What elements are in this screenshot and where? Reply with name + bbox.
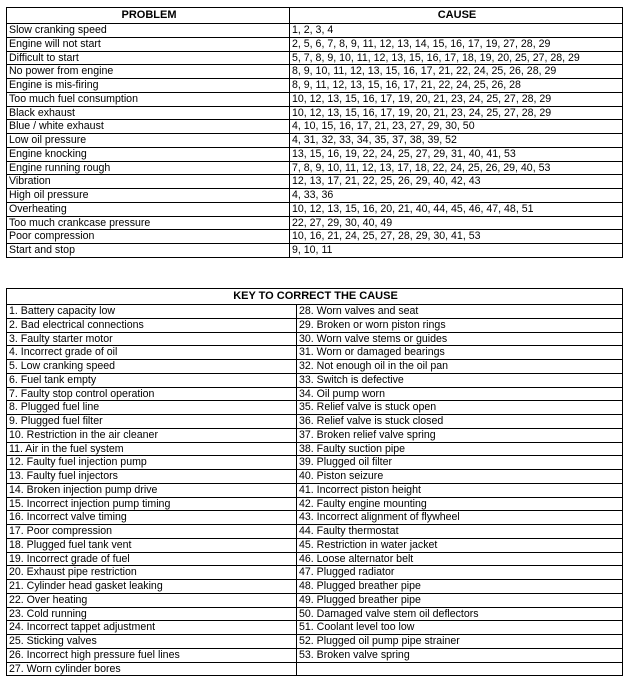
problem-cell: Blue / white exhaust xyxy=(7,120,290,134)
table-row xyxy=(7,92,623,106)
problem-cell: Start and stop xyxy=(7,244,290,258)
key-cause-cell: 41. Incorrect piston height xyxy=(297,483,623,497)
table-row xyxy=(7,318,623,332)
key-cause-cell: 10. Restriction in the air cleaner xyxy=(7,428,297,442)
cause-column-header: CAUSE xyxy=(290,8,623,24)
cause-cell: 1, 2, 3, 4 xyxy=(290,24,623,38)
table-row xyxy=(7,346,623,360)
table-row xyxy=(7,244,623,258)
key-cause-cell: 21. Cylinder head gasket leaking xyxy=(7,580,297,594)
table-row xyxy=(7,635,623,649)
key-cause-cell: 6. Fuel tank empty xyxy=(7,373,297,387)
table-row xyxy=(7,497,623,511)
problem-cell: Black exhaust xyxy=(7,106,290,120)
table-row xyxy=(7,442,623,456)
table-row xyxy=(7,51,623,65)
table-row xyxy=(7,24,623,38)
problem-cell: Slow cranking speed xyxy=(7,24,290,38)
table-row xyxy=(7,134,623,148)
key-cause-cell: 18. Plugged fuel tank vent xyxy=(7,538,297,552)
key-cause-cell: 4. Incorrect grade of oil xyxy=(7,346,297,360)
key-cause-cell: 28. Worn valves and seat xyxy=(297,305,623,319)
key-cause-cell: 36. Relief valve is stuck closed xyxy=(297,415,623,429)
table-row xyxy=(7,607,623,621)
key-cause-cell: 35. Relief valve is stuck open xyxy=(297,401,623,415)
key-cause-cell: 5. Low cranking speed xyxy=(7,360,297,374)
key-cause-cell: 13. Faulty fuel injectors xyxy=(7,470,297,484)
table-row xyxy=(7,147,623,161)
problem-cell: Low oil pressure xyxy=(7,134,290,148)
key-cause-cell: 25. Sticking valves xyxy=(7,635,297,649)
key-cause-cell: 8. Plugged fuel line xyxy=(7,401,297,415)
key-cause-cell: 32. Not enough oil in the oil pan xyxy=(297,360,623,374)
cause-cell: 12, 13, 17, 21, 22, 25, 26, 29, 40, 42, 43 xyxy=(290,175,623,189)
table-row xyxy=(7,621,623,635)
key-table-title: KEY TO CORRECT THE CAUSE xyxy=(7,289,623,305)
key-cause-cell: 48. Plugged breather pipe xyxy=(297,580,623,594)
key-cause-cell: 38. Faulty suction pipe xyxy=(297,442,623,456)
table-row xyxy=(7,79,623,93)
table-row xyxy=(7,332,623,346)
key-cause-cell: 44. Faulty thermostat xyxy=(297,525,623,539)
table-row xyxy=(7,230,623,244)
problem-cell: No power from engine xyxy=(7,65,290,79)
problem-cell: Engine is mis-firing xyxy=(7,79,290,93)
problem-cell: High oil pressure xyxy=(7,189,290,203)
key-cause-cell: 16. Incorrect valve timing xyxy=(7,511,297,525)
key-cause-cell: 34. Oil pump worn xyxy=(297,387,623,401)
table-row xyxy=(7,415,623,429)
key-cause-cell: 31. Worn or damaged bearings xyxy=(297,346,623,360)
cause-cell: 2, 5, 6, 7, 8, 9, 11, 12, 13, 14, 15, 16, 17, 19, 27, 28, 29 xyxy=(290,37,623,51)
table-row xyxy=(7,305,623,319)
table-row xyxy=(7,483,623,497)
key-to-cause-table xyxy=(6,288,623,676)
table-row xyxy=(7,189,623,203)
cause-cell: 4, 10, 15, 16, 17, 21, 23, 27, 29, 30, 50 xyxy=(290,120,623,134)
problem-cause-table xyxy=(6,7,623,258)
cause-cell: 10, 16, 21, 24, 25, 27, 28, 29, 30, 41, 53 xyxy=(290,230,623,244)
table-row xyxy=(7,580,623,594)
key-cause-cell: 7. Faulty stop control operation xyxy=(7,387,297,401)
key-cause-cell: 52. Plugged oil pump pipe strainer xyxy=(297,635,623,649)
key-cause-cell: 37. Broken relief valve spring xyxy=(297,428,623,442)
table-row xyxy=(7,202,623,216)
key-cause-cell: 2. Bad electrical connections xyxy=(7,318,297,332)
key-cause-cell: 19. Incorrect grade of fuel xyxy=(7,552,297,566)
table-row xyxy=(7,106,623,120)
key-cause-cell: 49. Plugged breather pipe xyxy=(297,593,623,607)
key-cause-cell: 53. Broken valve spring xyxy=(297,648,623,662)
key-cause-cell: 26. Incorrect high pressure fuel lines xyxy=(7,648,297,662)
table-row xyxy=(7,37,623,51)
table-row xyxy=(7,161,623,175)
key-cause-cell: 22. Over heating xyxy=(7,593,297,607)
table-row xyxy=(7,120,623,134)
key-cause-cell: 11. Air in the fuel system xyxy=(7,442,297,456)
key-table-header-row xyxy=(7,289,623,305)
key-cause-cell: 47. Plugged radiator xyxy=(297,566,623,580)
table-row xyxy=(7,648,623,662)
cause-cell: 10, 12, 13, 15, 16, 20, 21, 40, 44, 45, 46, 47, 48, 51 xyxy=(290,202,623,216)
key-cause-cell: 24. Incorrect tappet adjustment xyxy=(7,621,297,635)
table-row xyxy=(7,662,623,676)
problem-column-header: PROBLEM xyxy=(7,8,290,24)
key-cause-cell: 42. Faulty engine mounting xyxy=(297,497,623,511)
cause-cell: 8, 9, 11, 12, 13, 15, 16, 17, 21, 22, 24, 25, 26, 28 xyxy=(290,79,623,93)
key-cause-cell: 51. Coolant level too low xyxy=(297,621,623,635)
table-row xyxy=(7,538,623,552)
key-cause-cell: 30. Worn valve stems or guides xyxy=(297,332,623,346)
key-cause-cell: 46. Loose alternator belt xyxy=(297,552,623,566)
cause-cell: 9, 10, 11 xyxy=(290,244,623,258)
table-row xyxy=(7,216,623,230)
key-cause-cell: 50. Damaged valve stem oil deflectors xyxy=(297,607,623,621)
problem-cell: Vibration xyxy=(7,175,290,189)
key-cause-cell: 29. Broken or worn piston rings xyxy=(297,318,623,332)
key-cause-cell: 12. Faulty fuel injection pump xyxy=(7,456,297,470)
table-row xyxy=(7,525,623,539)
table-row xyxy=(7,593,623,607)
problem-cell: Engine knocking xyxy=(7,147,290,161)
problem-cell: Too much fuel consumption xyxy=(7,92,290,106)
key-cause-cell: 27. Worn cylinder bores xyxy=(7,662,297,676)
key-cause-cell xyxy=(297,662,623,676)
key-cause-cell: 14. Broken injection pump drive xyxy=(7,483,297,497)
cause-cell: 10, 12, 13, 15, 16, 17, 19, 20, 21, 23, 24, 25, 27, 28, 29 xyxy=(290,92,623,106)
problem-cell: Overheating xyxy=(7,202,290,216)
key-cause-cell: 17. Poor compression xyxy=(7,525,297,539)
table-row xyxy=(7,401,623,415)
key-cause-cell: 3. Faulty starter motor xyxy=(7,332,297,346)
problem-table-header-row xyxy=(7,8,623,24)
key-cause-cell: 43. Incorrect alignment of flywheel xyxy=(297,511,623,525)
key-cause-cell: 33. Switch is defective xyxy=(297,373,623,387)
cause-cell: 5, 7, 8, 9, 10, 11, 12, 13, 15, 16, 17, 18, 19, 20, 25, 27, 28, 29 xyxy=(290,51,623,65)
problem-cell: Engine will not start xyxy=(7,37,290,51)
cause-cell: 22, 27, 29, 30, 40, 49 xyxy=(290,216,623,230)
key-cause-cell: 23. Cold running xyxy=(7,607,297,621)
key-cause-cell: 9. Plugged fuel filter xyxy=(7,415,297,429)
table-row xyxy=(7,552,623,566)
table-row xyxy=(7,373,623,387)
key-cause-cell: 20. Exhaust pipe restriction xyxy=(7,566,297,580)
problem-cell: Poor compression xyxy=(7,230,290,244)
cause-cell: 8, 9, 10, 11, 12, 13, 15, 16, 17, 21, 22, 24, 25, 26, 28, 29 xyxy=(290,65,623,79)
table-row xyxy=(7,511,623,525)
table-row xyxy=(7,175,623,189)
table-row xyxy=(7,470,623,484)
table-row xyxy=(7,360,623,374)
problem-cell: Too much crankcase pressure xyxy=(7,216,290,230)
cause-cell: 10, 12, 13, 15, 16, 17, 19, 20, 21, 23, 24, 25, 27, 28, 29 xyxy=(290,106,623,120)
key-cause-cell: 15. Incorrect injection pump timing xyxy=(7,497,297,511)
cause-cell: 4, 31, 32, 33, 34, 35, 37, 38, 39, 52 xyxy=(290,134,623,148)
cause-cell: 7, 8, 9, 10, 11, 12, 13, 17, 18, 22, 24, 25, 26, 29, 40, 53 xyxy=(290,161,623,175)
table-row xyxy=(7,387,623,401)
key-cause-cell: 40. Piston seizure xyxy=(297,470,623,484)
key-cause-cell: 39. Plugged oil filter xyxy=(297,456,623,470)
table-row xyxy=(7,456,623,470)
problem-cell: Engine running rough xyxy=(7,161,290,175)
cause-cell: 13, 15, 16, 19, 22, 24, 25, 27, 29, 31, 40, 41, 53 xyxy=(290,147,623,161)
key-cause-cell: 45. Restriction in water jacket xyxy=(297,538,623,552)
table-row xyxy=(7,566,623,580)
problem-cell: Difficult to start xyxy=(7,51,290,65)
key-cause-cell: 1. Battery capacity low xyxy=(7,305,297,319)
cause-cell: 4, 33, 36 xyxy=(290,189,623,203)
table-row xyxy=(7,65,623,79)
table-row xyxy=(7,428,623,442)
